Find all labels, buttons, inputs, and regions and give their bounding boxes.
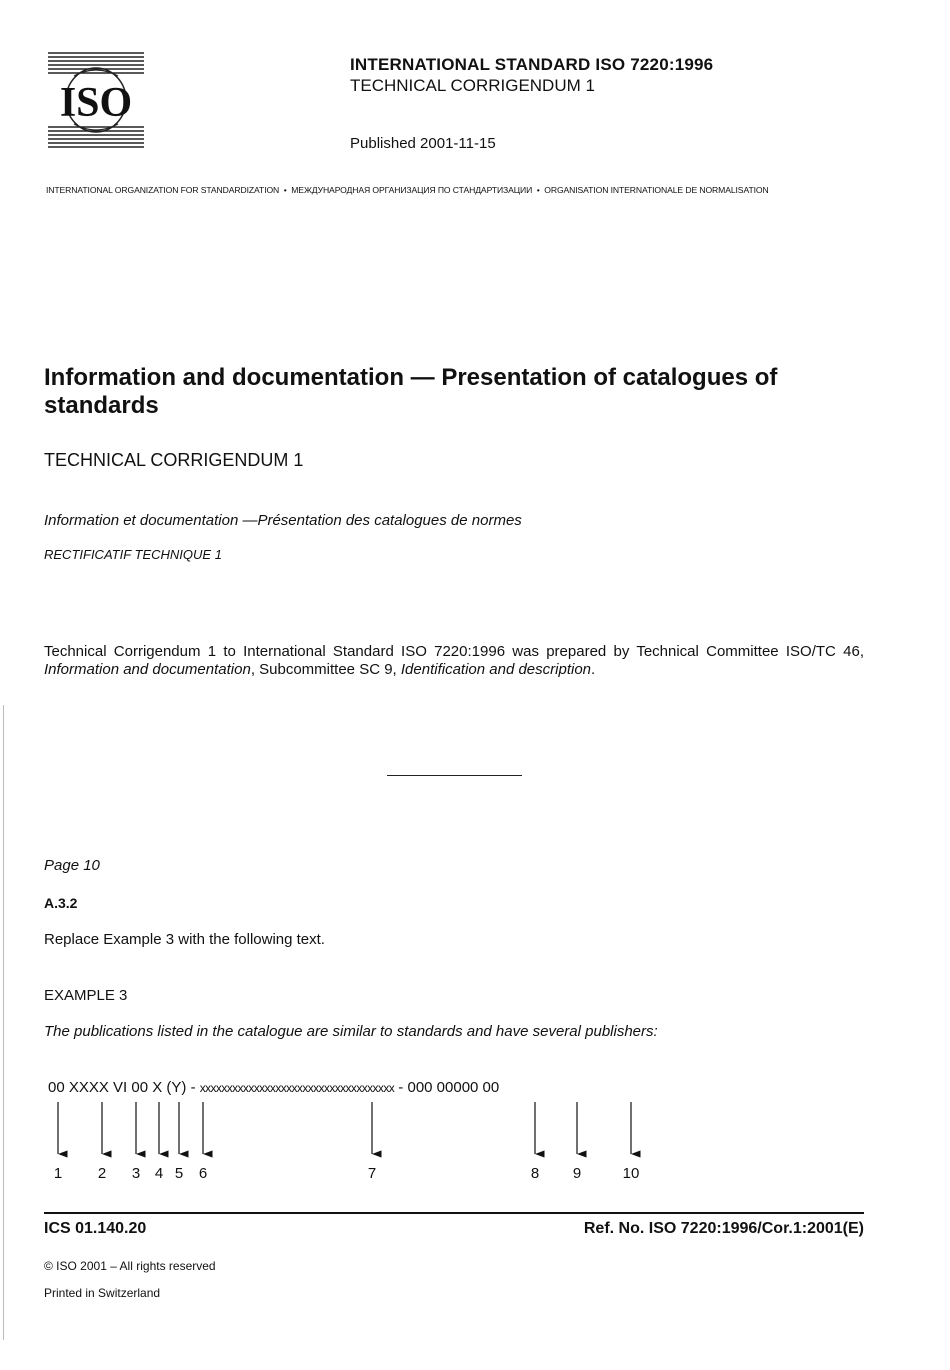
- code-diagram: [40, 1100, 680, 1190]
- catalogue-code-line: 00 XXXX VI 00 X (Y) - xxxxxxxxxxxxxxxxxxxxxxxxxxxxxxxxxxxx - 000 00000 00: [48, 1079, 500, 1096]
- label-10: 10: [622, 1165, 640, 1182]
- example-description: The publications listed in the catalogue are similar to standards and have several publishers:: [44, 1023, 658, 1040]
- subcommittee-name: Identification and description: [400, 661, 591, 678]
- org-name-en: INTERNATIONAL ORGANIZATION FOR STANDARDIZATION: [46, 185, 280, 195]
- bullet-1: •: [283, 185, 287, 195]
- replace-instruction: Replace Example 3 with the following text.: [44, 931, 325, 948]
- label-4: 4: [154, 1165, 164, 1182]
- svg-text:ISO: ISO: [59, 80, 133, 126]
- label-5: 5: [174, 1165, 184, 1182]
- iso-logo: [46, 50, 146, 150]
- committee-name: Information and documentation: [44, 661, 251, 678]
- standard-subtitle: TECHNICAL CORRIGENDUM 1: [350, 76, 595, 95]
- scan-edge: [3, 705, 4, 1340]
- ics-code: ICS 01.140.20: [44, 1220, 147, 1237]
- label-2: 2: [97, 1165, 107, 1182]
- bullet-2: •: [536, 185, 540, 195]
- printed-in: Printed in Switzerland: [44, 1286, 161, 1300]
- document-title: Information and documentation — Presentation of catalogues of standards: [44, 364, 778, 419]
- copyright: © ISO 2001 – All rights reserved: [44, 1259, 216, 1273]
- publication-date: Published 2001-11-15: [350, 135, 496, 152]
- label-9: 9: [572, 1165, 582, 1182]
- label-7: 7: [367, 1165, 377, 1182]
- separator: [387, 775, 522, 776]
- organization-line: [46, 185, 769, 195]
- french-corrigendum-label: RECTIFICATIF TECHNIQUE 1: [44, 547, 222, 562]
- reference-number: Ref. No. ISO 7220:1996/Cor.1:2001(E): [583, 1220, 864, 1237]
- intro-paragraph: Technical Corrigendum 1 to International Standard ISO 7220:1996 was prepared by Technical Committee ISO/TC 46, Information and documentation, Subcommittee SC 9, Identification and description.: [44, 643, 864, 678]
- section-number: A.3.2: [44, 895, 78, 911]
- standard-title: INTERNATIONAL STANDARD ISO 7220:1996: [350, 55, 714, 74]
- example-label: EXAMPLE 3: [44, 987, 128, 1004]
- label-3: 3: [131, 1165, 141, 1182]
- label-1: 1: [53, 1165, 63, 1182]
- org-name-fr: ORGANISATION INTERNATIONALE DE NORMALISATION: [544, 185, 769, 195]
- label-8: 8: [530, 1165, 540, 1182]
- org-name-ru: МЕЖДУНАРОДНАЯ ОРГАНИЗАЦИЯ ПО СТАНДАРТИЗАЦИИ: [291, 185, 533, 195]
- french-title: Information et documentation —Présentation des catalogues de normes: [44, 512, 522, 529]
- page-reference: Page 10: [44, 857, 100, 874]
- footer-rule: [44, 1212, 864, 1214]
- corrigendum-label: TECHNICAL CORRIGENDUM 1: [44, 450, 304, 470]
- label-6: 6: [198, 1165, 208, 1182]
